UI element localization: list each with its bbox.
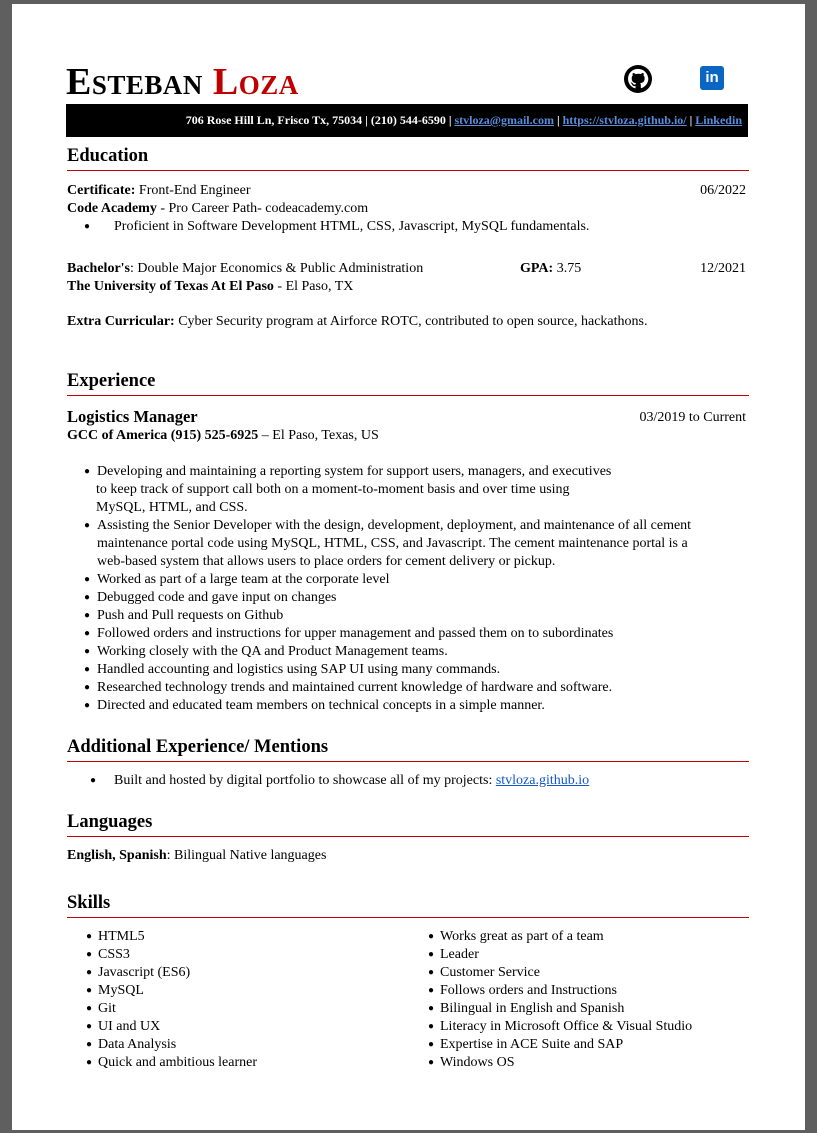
company-line bbox=[67, 427, 379, 445]
experience-heading: Experience bbox=[67, 370, 749, 396]
list-item: ● Literacy in Microsoft Office & Visual Studio bbox=[428, 1018, 692, 1036]
additional-bullet bbox=[67, 772, 589, 790]
school2-name: The University of Texas At El Paso bbox=[67, 279, 274, 294]
skills-right-list bbox=[428, 928, 692, 1072]
list-item-continuation: to keep track of support call both on a moment-to-moment basis and over time using bbox=[96, 482, 570, 497]
list-item: ● Assisting the Senior Developer with the design, development, deployment, and maintenance of all cement bbox=[84, 518, 692, 533]
additional-heading: Additional Experience/ Mentions bbox=[67, 736, 749, 762]
list-item: ● Javascript (ES6) bbox=[86, 964, 257, 982]
school1-line bbox=[67, 200, 368, 218]
school2-line bbox=[67, 278, 353, 296]
linkedin-icon[interactable]: in bbox=[700, 66, 724, 90]
degree-line bbox=[67, 260, 423, 278]
languages-line bbox=[67, 847, 326, 865]
list-item: ● CSS3 bbox=[86, 946, 257, 964]
languages-value: : Bilingual Native languages bbox=[166, 848, 327, 863]
education-bullets bbox=[67, 218, 757, 236]
certificate-value: Front-End Engineer bbox=[135, 183, 251, 198]
degree-value: : Double Major Economics & Public Administration bbox=[130, 261, 424, 276]
list-item: ● Handled accounting and logistics using SAP UI using many commands. bbox=[84, 662, 501, 677]
list-item: ● Followed orders and instructions for upper management and passed them on to subordinates bbox=[84, 626, 614, 641]
list-item: ● Follows orders and Instructions bbox=[428, 982, 692, 1000]
additional-text: Built and hosted by digital portfolio to showcase all of my projects: bbox=[114, 773, 496, 788]
extra-curricular-line bbox=[67, 313, 647, 331]
linkedin-link[interactable]: Linkedin bbox=[695, 113, 742, 127]
contact-separator: | bbox=[553, 113, 563, 127]
school2-detail: - El Paso, TX bbox=[273, 279, 354, 294]
list-item: ● Directed and educated team members on technical concepts in a simple manner. bbox=[84, 698, 545, 713]
list-item: ● Quick and ambitious learner bbox=[86, 1054, 257, 1072]
contact-separator: | bbox=[686, 113, 696, 127]
job-date: 03/2019 to Current bbox=[639, 410, 746, 425]
gpa-value: 3.75 bbox=[553, 261, 582, 276]
extra-curricular-value: Cyber Security program at Airforce ROTC, contributed to open source, hackathons. bbox=[174, 314, 648, 329]
list-item: ● Works great as part of a team bbox=[428, 928, 692, 946]
website-link[interactable]: https://stvloza.github.io/ bbox=[562, 113, 687, 127]
list-item: ● Expertise in ACE Suite and SAP bbox=[428, 1036, 692, 1054]
gpa-label: GPA: bbox=[520, 261, 554, 276]
resume-page bbox=[12, 4, 805, 1130]
extra-curricular-label: Extra Curricular: bbox=[67, 314, 175, 329]
list-item: ● Working closely with the QA and Product Management teams. bbox=[84, 644, 448, 659]
company-location: – El Paso, Texas, US bbox=[258, 428, 379, 443]
last-name: Loza bbox=[212, 61, 299, 103]
list-item: ● Windows OS bbox=[428, 1054, 692, 1072]
list-item: ● Data Analysis bbox=[86, 1036, 257, 1054]
list-item: ● Researched technology trends and maintained current knowledge of hardware and software. bbox=[84, 680, 613, 695]
list-item: ● MySQL bbox=[86, 982, 257, 1000]
skills-heading: Skills bbox=[67, 892, 749, 918]
list-item: ● Leader bbox=[428, 946, 692, 964]
list-item: ● Proficient in Software Development HTML, CSS, Javascript, MySQL fundamentals. bbox=[67, 218, 757, 236]
company-name: GCC of America (915) 525-6925 bbox=[67, 428, 259, 443]
email-link[interactable]: stvloza@gmail.com bbox=[454, 113, 554, 127]
experience-bullets bbox=[67, 463, 767, 715]
list-item: ● Bilingual in English and Spanish bbox=[428, 1000, 692, 1018]
list-item: ● Customer Service bbox=[428, 964, 692, 982]
portfolio-link[interactable]: stvloza.github.io bbox=[495, 773, 590, 788]
certificate-date: 06/2022 bbox=[700, 183, 746, 198]
languages-heading: Languages bbox=[67, 811, 749, 837]
list-item: ● Push and Pull requests on Github bbox=[84, 608, 284, 623]
bullet-dot: ● bbox=[90, 775, 97, 786]
list-item: ● UI and UX bbox=[86, 1018, 257, 1036]
list-item: ● HTML5 bbox=[86, 928, 257, 946]
school1-name: Code Academy bbox=[67, 201, 157, 216]
skills-left-list bbox=[86, 928, 257, 1072]
list-item: ● Worked as part of a large team at the corporate level bbox=[84, 572, 390, 587]
gpa bbox=[520, 260, 581, 278]
degree-date: 12/2021 bbox=[700, 261, 746, 276]
candidate-name bbox=[66, 62, 299, 102]
certificate-line bbox=[67, 182, 251, 200]
first-name: Esteban bbox=[66, 61, 203, 103]
school1-detail: - Pro Career Path- codeacademy.com bbox=[156, 201, 369, 216]
list-item: ● Debugged code and gave input on changes bbox=[84, 590, 337, 605]
list-item-continuation: web-based system that allows users to place orders for cement delivery or pickup. bbox=[97, 554, 556, 569]
job-title: Logistics Manager bbox=[67, 407, 198, 426]
contact-bar bbox=[66, 104, 748, 137]
certificate-label: Certificate: bbox=[67, 183, 136, 198]
list-item: ● Developing and maintaining a reporting system for support users, managers, and executives bbox=[84, 464, 612, 479]
list-item: ● Git bbox=[86, 1000, 257, 1018]
list-item-continuation: maintenance portal code using MySQL, HTML, CSS, and Javascript. The cement maintenance portal is a bbox=[97, 536, 688, 551]
github-icon[interactable] bbox=[624, 65, 652, 93]
languages-label: English, Spanish bbox=[67, 848, 167, 863]
contact-address-phone: 706 Rose Hill Ln, Frisco Tx, 75034 | (210) 544-6590 | bbox=[185, 113, 455, 127]
list-item-continuation: MySQL, HTML, and CSS. bbox=[96, 500, 248, 515]
education-heading: Education bbox=[67, 145, 749, 171]
degree-label: Bachelor's bbox=[67, 261, 130, 276]
